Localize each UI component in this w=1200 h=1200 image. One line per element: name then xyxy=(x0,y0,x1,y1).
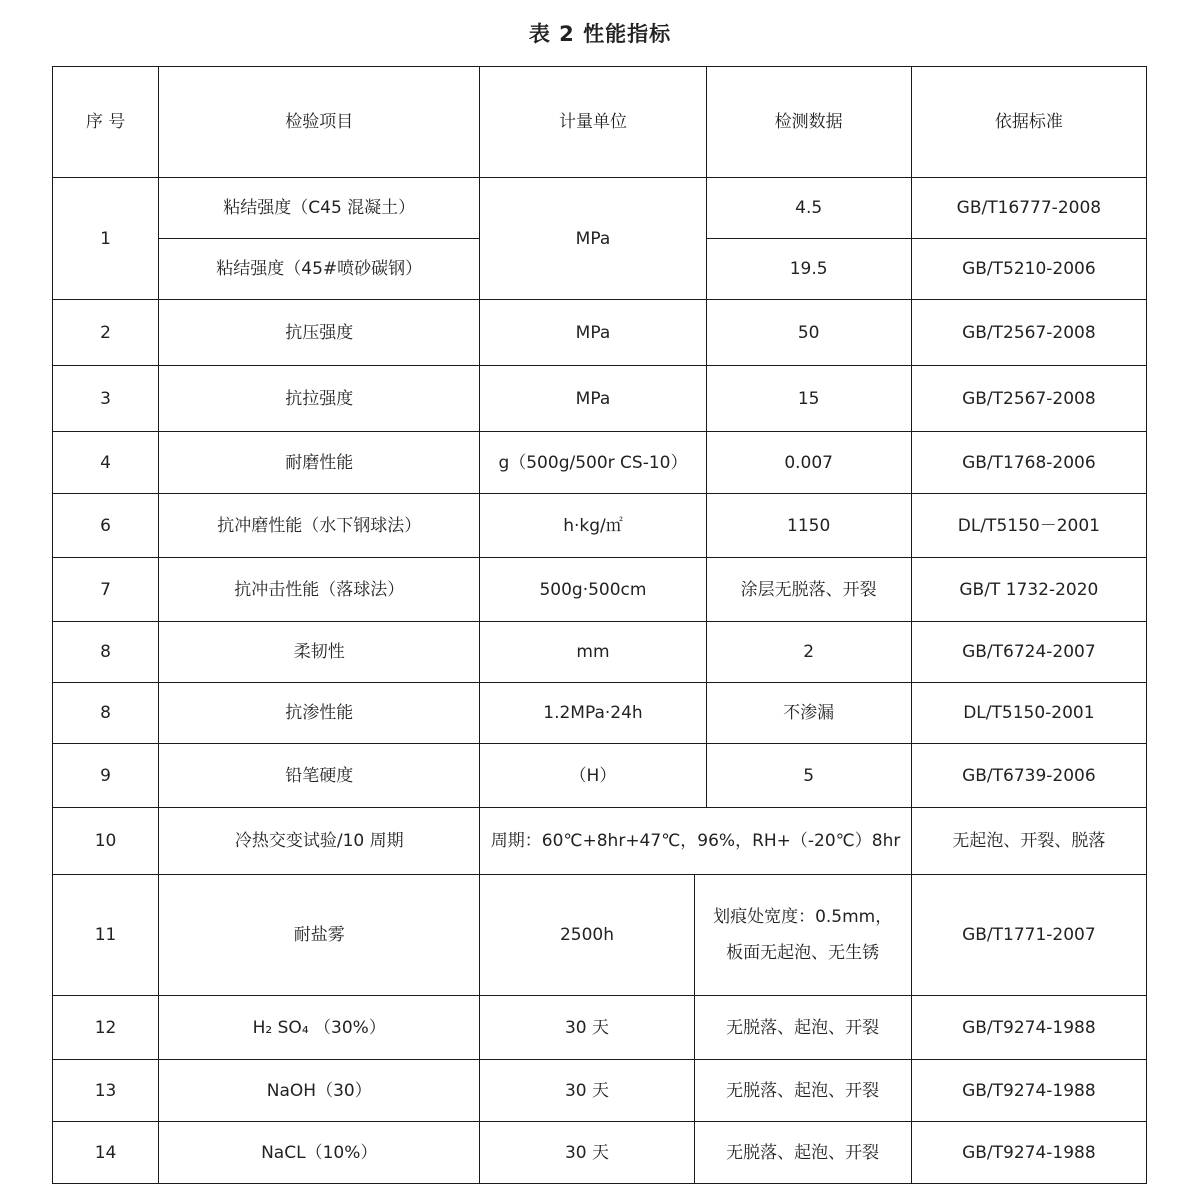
test-item: 抗拉强度 xyxy=(159,366,480,432)
table-row xyxy=(53,494,1147,558)
row-number: 13 xyxy=(53,1060,159,1122)
row-number: 1 xyxy=(53,178,159,300)
table-row xyxy=(53,875,1147,996)
table-row xyxy=(53,808,1147,875)
row-number: 8 xyxy=(53,683,159,744)
standard: GB/T6739-2006 xyxy=(911,744,1146,808)
row-number: 4 xyxy=(53,432,159,494)
row-number: 9 xyxy=(53,744,159,808)
row-number: 11 xyxy=(53,875,159,996)
unit: 2500h xyxy=(480,875,694,996)
unit: MPa xyxy=(480,300,706,366)
header-cell: 检验项目 xyxy=(159,67,480,178)
header-cell: 计量单位 xyxy=(480,67,706,178)
test-condition: 周期：60℃+8hr+47℃，96%，RH+（-20℃）8hr xyxy=(480,808,911,875)
test-value: 1150 xyxy=(706,494,911,558)
test-value: 不渗漏 xyxy=(706,683,911,744)
test-item: 抗冲击性能（落球法） xyxy=(159,558,480,622)
table-row xyxy=(53,432,1147,494)
test-value: 无脱落、起泡、开裂 xyxy=(694,1060,911,1122)
unit: mm xyxy=(480,622,706,683)
standard: GB/T16777-2008 xyxy=(911,178,1146,239)
line-gap xyxy=(699,928,907,942)
unit: MPa xyxy=(480,366,706,432)
row-number: 2 xyxy=(53,300,159,366)
standard: 无起泡、开裂、脱落 xyxy=(911,808,1146,875)
standard: GB/T5210-2006 xyxy=(911,239,1146,300)
table-row xyxy=(53,558,1147,622)
row-number: 10 xyxy=(53,808,159,875)
header-cell: 检测数据 xyxy=(706,67,911,178)
unit: 30 天 xyxy=(480,1122,694,1184)
table-row xyxy=(53,622,1147,683)
table-row xyxy=(53,300,1147,366)
test-value xyxy=(694,875,911,996)
table-row xyxy=(53,683,1147,744)
standard: GB/T2567-2008 xyxy=(911,300,1146,366)
unit: MPa xyxy=(480,178,706,300)
test-value: 50 xyxy=(706,300,911,366)
unit: 1.2MPa·24h xyxy=(480,683,706,744)
test-value: 2 xyxy=(706,622,911,683)
test-item: 冷热交变试验/10 周期 xyxy=(159,808,480,875)
test-item: 粘结强度（45#喷砂碳钢） xyxy=(159,239,480,300)
standard: DL/T5150－2001 xyxy=(911,494,1146,558)
unit: 30 天 xyxy=(480,996,694,1060)
test-value: 0.007 xyxy=(706,432,911,494)
table-row xyxy=(53,366,1147,432)
table-row xyxy=(53,1060,1147,1122)
test-value-line: 划痕处宽度：0.5mm， xyxy=(713,907,893,927)
table-row xyxy=(53,744,1147,808)
table-row xyxy=(53,1122,1147,1184)
test-value: 涂层无脱落、开裂 xyxy=(706,558,911,622)
row-number: 7 xyxy=(53,558,159,622)
row-number: 6 xyxy=(53,494,159,558)
test-value: 无脱落、起泡、开裂 xyxy=(694,1122,911,1184)
test-value: 19.5 xyxy=(706,239,911,300)
row-number: 3 xyxy=(53,366,159,432)
standard: GB/T6724-2007 xyxy=(911,622,1146,683)
table-title: 表 2 性能指标 xyxy=(528,22,672,46)
test-item: 耐盐雾 xyxy=(159,875,480,996)
standard: GB/T2567-2008 xyxy=(911,366,1146,432)
row-number: 8 xyxy=(53,622,159,683)
standard: GB/T1771-2007 xyxy=(911,875,1146,996)
test-value: 无脱落、起泡、开裂 xyxy=(694,996,911,1060)
unit: 30 天 xyxy=(480,1060,694,1122)
table-row xyxy=(53,178,1147,239)
header-row xyxy=(53,67,1147,178)
test-item: 铅笔硬度 xyxy=(159,744,480,808)
row-number: 14 xyxy=(53,1122,159,1184)
test-item: 抗冲磨性能（水下钢球法） xyxy=(159,494,480,558)
standard: GB/T9274-1988 xyxy=(911,1060,1146,1122)
test-item: 耐磨性能 xyxy=(159,432,480,494)
row-number: 12 xyxy=(53,996,159,1060)
table-row xyxy=(53,996,1147,1060)
standard: GB/T1768-2006 xyxy=(911,432,1146,494)
test-item: 抗渗性能 xyxy=(159,683,480,744)
unit: 500g·500cm xyxy=(480,558,706,622)
test-item: NaOH（30） xyxy=(159,1060,480,1122)
test-item: 抗压强度 xyxy=(159,300,480,366)
test-value-line: 板面无起泡、无生锈 xyxy=(726,943,880,963)
test-value: 4.5 xyxy=(706,178,911,239)
test-item: NaCL（10%） xyxy=(159,1122,480,1184)
standard: GB/T9274-1988 xyxy=(911,1122,1146,1184)
unit: （H） xyxy=(480,744,706,808)
header-cell: 序 号 xyxy=(53,67,159,178)
standard: DL/T5150-2001 xyxy=(911,683,1146,744)
performance-table xyxy=(52,66,1147,1184)
test-item: 柔韧性 xyxy=(159,622,480,683)
standard: GB/T 1732-2020 xyxy=(911,558,1146,622)
header-cell: 依据标准 xyxy=(911,67,1146,178)
test-item: 粘结强度（C45 混凝土） xyxy=(159,178,480,239)
unit: h·kg/㎡ xyxy=(480,494,706,558)
standard: GB/T9274-1988 xyxy=(911,996,1146,1060)
test-value: 5 xyxy=(706,744,911,808)
test-item: H₂ SO₄ （30%） xyxy=(159,996,480,1060)
test-value: 15 xyxy=(706,366,911,432)
unit: g（500g/500r CS-10） xyxy=(480,432,706,494)
